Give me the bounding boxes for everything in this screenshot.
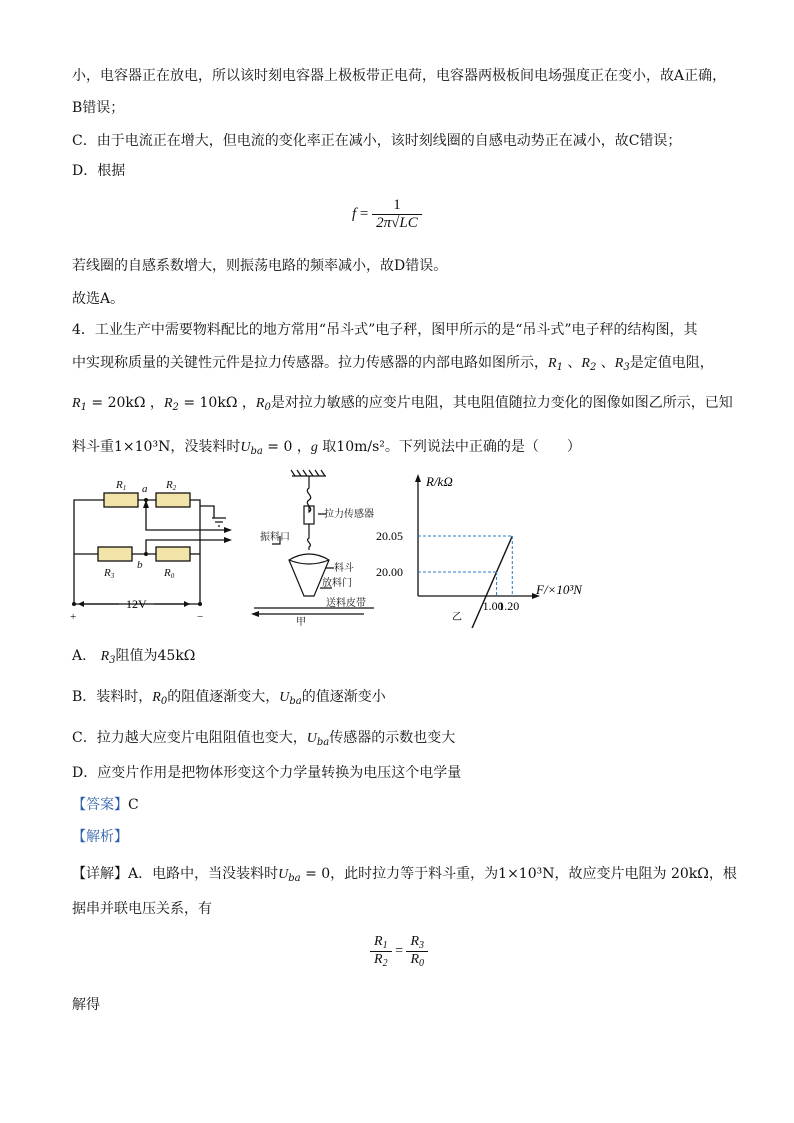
detail-line-1: 【详解】A．电路中，当没装料时$U_{ba} = 0$，此时拉力等于料斗重，为1×10³N，故应变片电阻为 20kΩ，根 — [72, 866, 737, 884]
svg-text:R0: R0 — [164, 567, 175, 580]
voltage-label: 12V — [126, 597, 147, 611]
svg-text:R1: R1 — [116, 479, 127, 492]
question-4-line-4: 料斗重1×10³N，没装料时$U_{ba} = 0$ ，g 取10m/s²。下列说法中正确的是（ ） — [72, 439, 581, 457]
feed-label: 振料口 — [260, 532, 290, 543]
question-4-line-3: $R_1 = 20k\Omega$ ，$R_2 = 10k\Omega$ ，$R_0$是对拉力敏感的应变片电阻，其电阻值随拉力变化的图像如图乙所示，已知 — [72, 395, 733, 413]
svg-text:a: a — [142, 483, 148, 495]
y-axis-label: R/kΩ — [426, 474, 453, 489]
text-line-6: 故选A。 — [72, 291, 125, 307]
y-tick-label-0: 20.00 — [376, 565, 403, 579]
belt-label: 送料皮带 — [326, 598, 366, 609]
svg-text:R2: R2 — [166, 479, 177, 492]
figure-jia-caption: 甲 — [296, 617, 306, 628]
question-4-line-1: 4．工业生产中需要物料配比的地方常用“吊斗式”电子秤，图甲所示的是“吊斗式”电子秤的结构图，其 — [72, 322, 698, 338]
x-tick-label-1: 1.20 — [498, 599, 520, 613]
answer-line: 【答案】C — [72, 797, 139, 813]
y-tick-label-1: 20.05 — [376, 529, 403, 543]
text-line-1: 小，电容器正在放电，所以该时刻电容器上极板带正电荷，电容器两极板间电场强度正在变小，故A正确， — [72, 68, 727, 84]
series-line — [418, 536, 512, 628]
solve-line: 解得 — [72, 997, 100, 1013]
option-c: C．拉力越大应变片电阻阻值也变大，$U_{ba}$传感器的示数也变大 — [72, 730, 456, 748]
svg-text:−: − — [197, 611, 204, 623]
frequency-formula: f = $\frac{1}{2\pi√LC}$ — [352, 197, 422, 232]
hopper-label: 料斗 — [334, 563, 354, 574]
text-line-4: D．根据 — [72, 163, 126, 179]
svg-text:b: b — [137, 559, 143, 571]
text-line-2: B错误； — [72, 100, 125, 116]
svg-text:R3: R3 — [104, 567, 115, 580]
option-d: D．应变片作用是把物体形变这个力学量转换为电压这个电学量 — [72, 765, 462, 781]
text-line-3: C．由于电流正在增大，但电流的变化率正在减小，该时刻线圈的自感电动势正在减小，故C错误； — [72, 133, 682, 149]
text-line-5: 若线圈的自感系数增大，则振荡电路的频率减小，故D错误。 — [72, 258, 448, 274]
detail-line-2: 据串并联电压关系，有 — [72, 901, 212, 917]
svg-text:+: + — [70, 611, 77, 623]
analysis-line: 【解析】 — [72, 829, 128, 845]
sensor-label: 拉力传感器 — [324, 509, 374, 520]
question-4-line-2: 中实现称质量的关键性元件是拉力传感器。拉力传感器的内部电路如图所示，$R_1$ 、$R_2$ 、$R_3$是定值电阻， — [72, 355, 714, 373]
x-tick-label-0: 1.00 — [482, 599, 504, 613]
chart-caption: 乙 — [452, 612, 462, 623]
option-a: A. $R_3$阻值为45kΩ — [72, 648, 196, 666]
ratio-formula: $\frac{R_1}{R_2}$ = $\frac{R_3}{R_0}$ — [370, 934, 428, 969]
x-axis-label: F/×10³N — [536, 582, 582, 597]
option-b: B．装料时，$R_0$的阻值逐渐变大，$U_{ba}$的值逐渐变小 — [72, 689, 386, 707]
figure-resistance-force-graph — [374, 468, 584, 628]
gate-label: 放料门 — [322, 578, 352, 589]
